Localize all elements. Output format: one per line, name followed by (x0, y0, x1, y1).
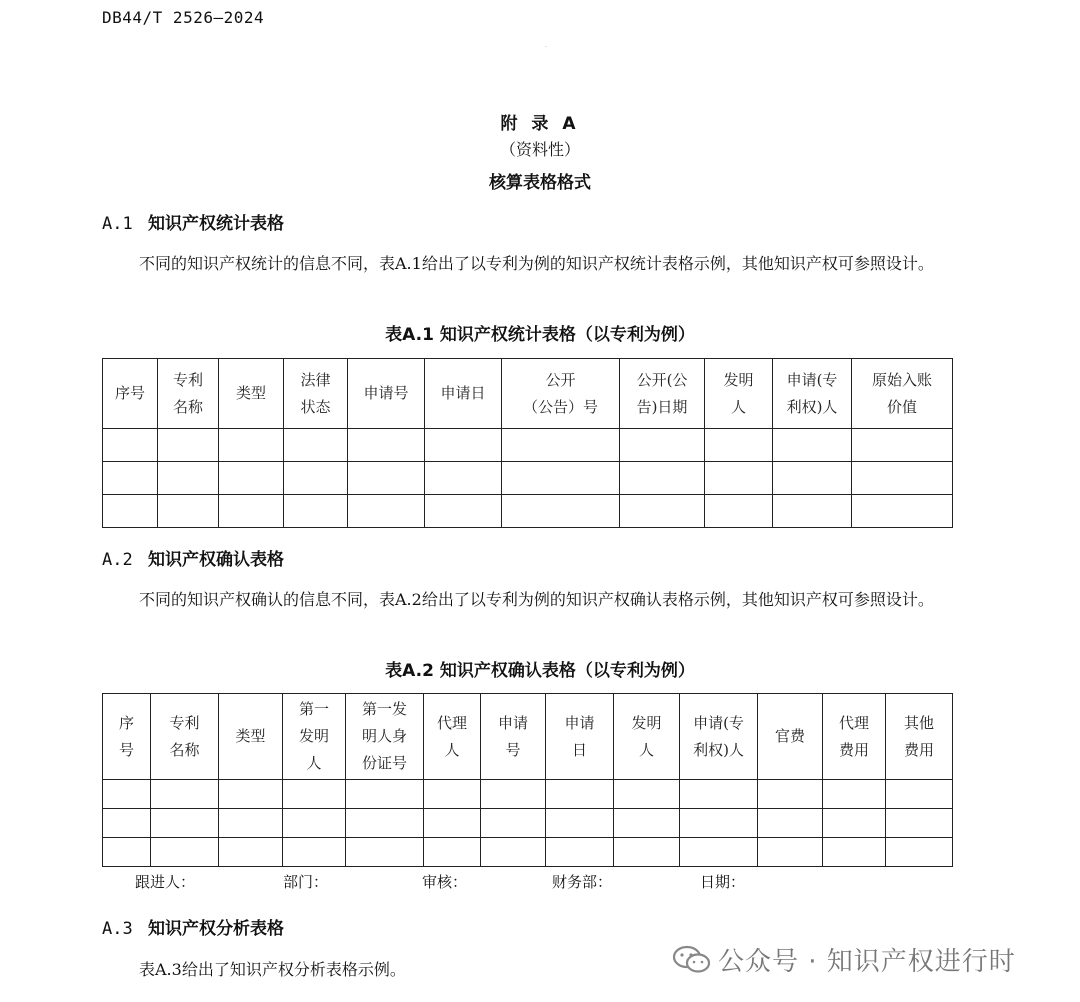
table-row (103, 495, 953, 528)
table-cell (219, 429, 284, 462)
table-cell (823, 838, 886, 867)
table-cell (481, 838, 546, 867)
table-cell (219, 809, 283, 838)
header-cell-line: 其他 (903, 713, 934, 732)
table-cell (758, 838, 823, 867)
table-cell (424, 838, 481, 867)
table-cell (546, 780, 614, 809)
table-cell (284, 429, 348, 462)
header-cell-line: 申请 (564, 713, 595, 732)
appendix-subtitle: （资料性） (499, 140, 580, 159)
table-cell (348, 462, 425, 495)
header-cell (424, 694, 481, 780)
header-cell (758, 694, 823, 780)
table-cell (758, 809, 823, 838)
header-cell-line: 序号 (114, 384, 145, 402)
table-cell (852, 429, 953, 462)
table-cell (773, 462, 852, 495)
table-cell (620, 495, 705, 528)
table-cell (424, 809, 481, 838)
header-cell-line: 专利 (172, 370, 203, 389)
table-cell (348, 429, 425, 462)
header-cell-line: 号 (118, 740, 134, 759)
table-cell (886, 838, 953, 867)
table-cell (425, 495, 502, 528)
table-cell (283, 838, 346, 867)
section-title: 知识产权分析表格 (148, 919, 284, 939)
table-cell (151, 809, 219, 838)
table-cell (502, 462, 620, 495)
table-cell (481, 809, 546, 838)
header-cell-line: 序 (118, 713, 134, 732)
wechat-icon (672, 944, 712, 974)
section-number: A.2 (102, 550, 133, 570)
section-a3-heading (102, 914, 284, 939)
table-cell (151, 780, 219, 809)
header-cell-line: 发明 (631, 713, 662, 732)
table-cell (283, 809, 346, 838)
header-cell-line: 申请(专 (786, 370, 838, 389)
table-cell (823, 809, 886, 838)
header-cell-line: 号 (505, 740, 521, 759)
header-cell (425, 359, 502, 429)
section-number: A.3 (102, 919, 133, 939)
section-a3-paragraph: 表A.3给出了知识产权分析表格示例。 (139, 960, 406, 979)
table-cell (886, 809, 953, 838)
table-cell (219, 780, 283, 809)
table-cell (219, 495, 284, 528)
table-cell (705, 429, 773, 462)
table-cell (158, 462, 219, 495)
header-cell-line: 类型 (235, 727, 266, 745)
header-cell-line: 人 (730, 397, 746, 416)
header-cell (852, 359, 953, 429)
header-cell-line: 利权)人 (786, 397, 838, 416)
header-cell-line: 利权)人 (693, 740, 744, 759)
header-cell-line: 公开(公 (636, 370, 688, 389)
table-header-row (103, 694, 953, 780)
table-cell (773, 429, 852, 462)
table-cell (348, 495, 425, 528)
header-cell (219, 694, 283, 780)
table-cell (481, 780, 546, 809)
header-cell (103, 694, 151, 780)
section-a1-heading (102, 209, 284, 234)
table-cell (425, 429, 502, 462)
header-cell-line: 申请号 (363, 384, 409, 402)
table-cell (680, 838, 758, 867)
table-row (103, 809, 953, 838)
signature-finance: 财务部： (552, 873, 613, 891)
table-cell (346, 809, 424, 838)
header-cell (103, 359, 158, 429)
header-cell-line: 日 (571, 740, 587, 759)
table-cell (680, 809, 758, 838)
header-cell (614, 694, 680, 780)
table-cell (614, 838, 680, 867)
table-cell (103, 429, 158, 462)
header-cell (151, 694, 219, 780)
section-a2-paragraph: 不同的知识产权确认的信息不同，表A.2给出了以专利为例的知识产权确认表格示例，其他知识产权可参照设计。 (139, 590, 934, 609)
header-cell (705, 359, 773, 429)
header-cell (481, 694, 546, 780)
section-title: 知识产权统计表格 (148, 214, 284, 234)
table-cell (705, 462, 773, 495)
header-cell-line: 申请日 (440, 384, 486, 402)
table-cell (620, 462, 705, 495)
table-cell (346, 780, 424, 809)
scan-dot: · (545, 44, 547, 51)
signature-follower: 跟进人： (135, 873, 196, 891)
table-cell (614, 780, 680, 809)
table-a2-caption: 表A.2 知识产权确认表格（以专利为例） (385, 661, 695, 681)
header-cell-line: 公开 (545, 370, 576, 389)
header-cell (886, 694, 953, 780)
header-cell (219, 359, 284, 429)
header-cell-line: 告)日期 (636, 397, 688, 416)
table-cell (502, 495, 620, 528)
header-cell-line: 官费 (774, 727, 805, 745)
table-cell (103, 809, 151, 838)
table-cell (614, 809, 680, 838)
header-cell (284, 359, 348, 429)
watermark-text: 公众号 · 知识产权进行时 (718, 947, 1016, 977)
table-a1-caption: 表A.1 知识产权统计表格（以专利为例） (385, 325, 695, 345)
table-row (103, 429, 953, 462)
header-cell-line: （公告）号 (522, 397, 598, 416)
table-row (103, 462, 953, 495)
signature-review: 审核： (422, 873, 468, 891)
header-cell-line: 价值 (886, 397, 917, 416)
appendix-title: 附 录 A (500, 114, 580, 134)
table-cell (852, 462, 953, 495)
header-cell (502, 359, 620, 429)
header-cell-line: 申请 (497, 713, 528, 732)
table-cell (546, 838, 614, 867)
table-a2 (102, 693, 953, 867)
header-cell-line: 明人身 (361, 727, 407, 745)
header-cell (348, 359, 425, 429)
header-cell (346, 694, 424, 780)
table-cell (219, 462, 284, 495)
header-cell-line: 费用 (838, 740, 869, 759)
table-row (103, 780, 953, 809)
table-cell (773, 495, 852, 528)
table-cell (424, 780, 481, 809)
header-cell-line: 专利 (169, 713, 200, 732)
table-cell (758, 780, 823, 809)
header-cell-line: 原始入账 (871, 370, 932, 389)
signature-date: 日期： (700, 873, 746, 891)
header-cell-line: 人 (444, 740, 460, 759)
header-cell-line: 人 (306, 754, 322, 772)
table-cell (103, 780, 151, 809)
header-cell-line: 人 (638, 740, 654, 759)
header-cell-line: 申请(专 (693, 713, 744, 732)
header-cell (773, 359, 852, 429)
table-cell (346, 838, 424, 867)
header-cell-line: 份证号 (361, 754, 407, 772)
header-cell (546, 694, 614, 780)
table-cell (823, 780, 886, 809)
table-cell (158, 429, 219, 462)
header-cell-line: 类型 (235, 384, 266, 402)
header-cell (680, 694, 758, 780)
section-title: 知识产权确认表格 (148, 550, 284, 570)
header-cell-line: 费用 (903, 740, 934, 759)
table-cell (425, 462, 502, 495)
header-cell (823, 694, 886, 780)
header-cell-line: 第一 (298, 700, 329, 718)
document-code: DB44/T 2526—2024 (102, 8, 265, 27)
section-a1-paragraph: 不同的知识产权统计的信息不同，表A.1给出了以专利为例的知识产权统计表格示例，其他知识产权可参照设计。 (139, 254, 934, 273)
table-header-row (103, 359, 953, 429)
section-number: A.1 (102, 214, 133, 234)
table-cell (151, 838, 219, 867)
header-cell (158, 359, 219, 429)
table-cell (680, 780, 758, 809)
table-cell (284, 495, 348, 528)
header-cell-line: 第一发 (361, 700, 407, 718)
table-cell (620, 429, 705, 462)
header-cell-line: 状态 (300, 397, 331, 416)
table-cell (158, 495, 219, 528)
table-cell (705, 495, 773, 528)
table-cell (103, 838, 151, 867)
header-cell-line: 法律 (300, 370, 331, 389)
table-cell (219, 838, 283, 867)
table-cell (886, 780, 953, 809)
table-cell (284, 462, 348, 495)
header-cell-line: 名称 (169, 740, 200, 759)
table-row (103, 838, 953, 867)
header-cell-line: 代理 (436, 713, 467, 732)
header-cell-line: 发明 (723, 370, 754, 389)
header-cell (620, 359, 705, 429)
table-a1 (102, 358, 953, 528)
signature-department: 部门： (283, 873, 329, 891)
table-cell (103, 495, 158, 528)
table-cell (852, 495, 953, 528)
header-cell-line: 代理 (838, 713, 869, 732)
header-cell (283, 694, 346, 780)
table-cell (546, 809, 614, 838)
table-cell (283, 780, 346, 809)
section-a2-heading (102, 545, 284, 570)
table-cell (103, 462, 158, 495)
header-cell-line: 发明 (298, 727, 329, 745)
header-cell-line: 名称 (172, 397, 203, 416)
appendix-name: 核算表格格式 (489, 173, 591, 193)
table-cell (502, 429, 620, 462)
